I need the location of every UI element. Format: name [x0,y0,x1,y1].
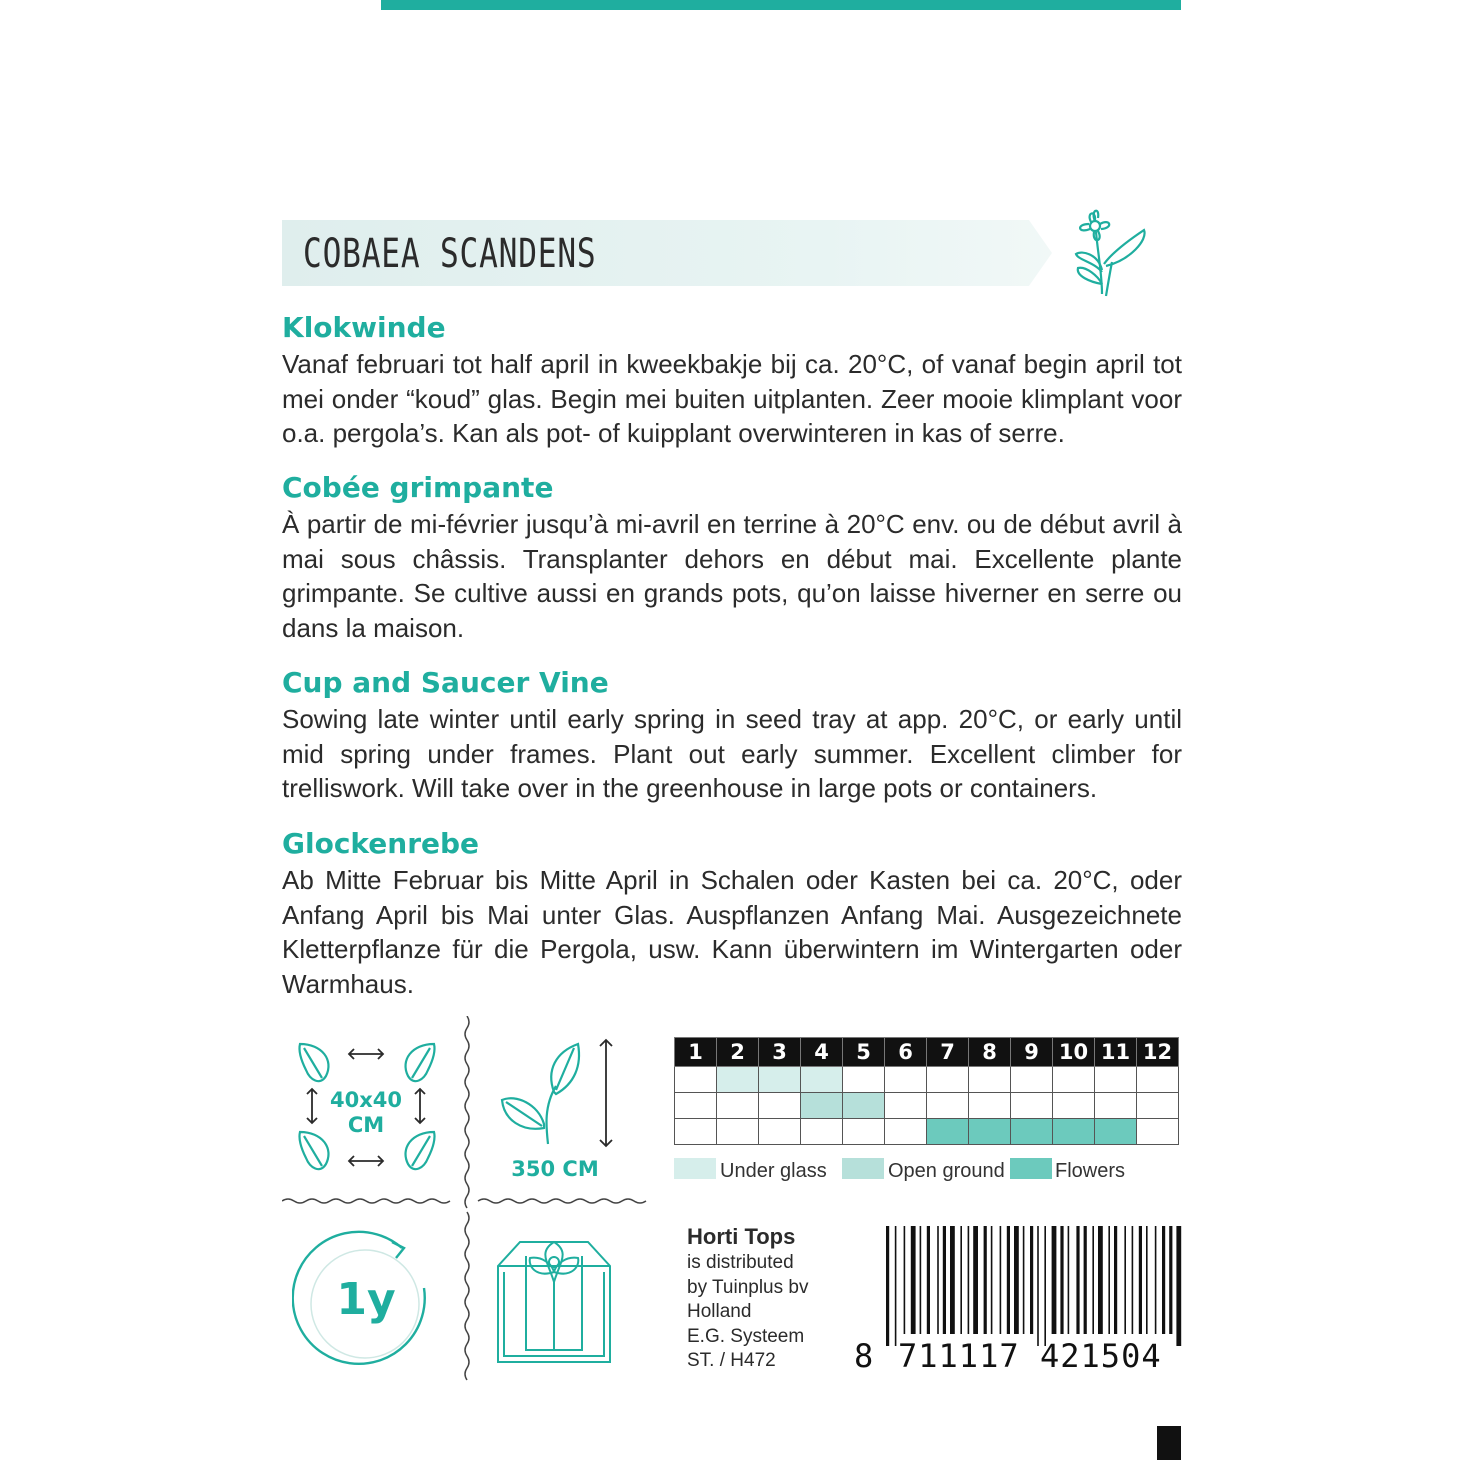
distributor-line: ST. / H472 [687,1350,776,1371]
barcode-bar [1114,1226,1117,1334]
calendar-cell [1053,1093,1095,1119]
calendar-cell [969,1119,1011,1145]
calendar-cell [801,1093,843,1119]
barcode-group-1: 711117 [898,1337,1020,1375]
calendar-month-4: 4 [801,1038,843,1067]
sowing-calendar [674,1037,1179,1145]
legend-flowers: Flowers [1055,1160,1126,1182]
calendar-cell [717,1093,759,1119]
calendar-month-10: 10 [1053,1038,1095,1067]
barcode-group-2: 421504 [1040,1337,1162,1375]
barcode-bar [1000,1226,1002,1334]
calendar-cell [885,1093,927,1119]
calendar-cell [717,1067,759,1093]
calendar-cell [843,1093,885,1119]
spacing-unit: CM [347,1113,385,1137]
distributor-line: E.G. Systeem [687,1325,805,1347]
section-body-de: Ab Mitte Februar bis Mitte April in Schalen oder Kasten bei ca. 20°C, oder Anfang April bis Mai unter Glas. Auspflanzen Anfang Mai. Ausgezeichnete Kletterpflanze für die Pergola, usw. Kann überwintern im Wintergarten oder Warmhaus. [282,865,1182,1000]
calendar-month-3: 3 [759,1038,801,1067]
barcode-bar [1169,1226,1172,1334]
calendar-cell [843,1119,885,1145]
section-body-nl: Vanaf februari tot half april in kweekbakje bij ca. 20°C, of vanaf begin april tot mei onder “koud” glas. Begin mei buiten uitplanten. Zeer mooie klimplant voor o.a. pergola’s. Kan als pot- of kuipplant overwinteren in kas of serre. [282,349,1182,449]
barcode-bar [911,1226,916,1334]
barcode-bar [1176,1226,1181,1346]
barcode-bar [1155,1226,1157,1334]
horizontal-wavy-divider [282,1194,652,1208]
calendar-cell [885,1119,927,1145]
barcode-bar [1084,1226,1087,1334]
barcode-bar [1052,1226,1057,1334]
calendar-row-under-glass [675,1067,1179,1093]
barcode-bar [1139,1226,1142,1334]
print-registration-mark [1157,1426,1181,1460]
calendar-cell [969,1093,1011,1119]
plant-height-icon [494,1036,624,1156]
calendar-cell [759,1093,801,1119]
distributor-line: Holland [687,1301,752,1322]
barcode-bar [1023,1226,1025,1334]
calendar-month-8: 8 [969,1038,1011,1067]
calendar-cell [759,1119,801,1145]
distributor-line: by Tuinplus bv [687,1276,809,1298]
legend-open-ground: Open ground [888,1160,1005,1182]
calendar-cell [675,1119,717,1145]
calendar-cell [969,1067,1011,1093]
section-heading-de: Glockenrebe [282,827,480,860]
barcode-bar [886,1226,889,1346]
barcode-bar [895,1226,897,1346]
calendar-month-11: 11 [1095,1038,1137,1067]
calendar-cell [927,1119,969,1145]
calendar-cell [1095,1067,1137,1093]
calendar-cell [927,1067,969,1093]
lifecycle-label: 1y [336,1274,396,1325]
barcode-bar [1098,1226,1103,1334]
calendar-cell [1095,1119,1137,1145]
barcode-bar [968,1226,970,1334]
barcode-bar [1092,1226,1094,1334]
calendar-month-12: 12 [1137,1038,1179,1067]
barcode-bar [950,1226,955,1334]
barcode-digit-first: 8 [854,1337,874,1375]
calendar-cell [801,1067,843,1093]
greenhouse-icon [490,1222,618,1368]
calendar-month-6: 6 [885,1038,927,1067]
barcode-bar [927,1226,930,1334]
calendar-row-flowers [675,1119,1179,1145]
barcode-bar [1030,1226,1033,1334]
legend-swatch-under-glass [674,1158,716,1179]
barcode-bar [1076,1226,1079,1334]
section-heading-nl: Klokwinde [282,311,446,344]
barcode-bar [1014,1226,1019,1334]
calendar-cell [1011,1119,1053,1145]
barcode-bar [1108,1226,1110,1334]
section-heading-en: Cup and Saucer Vine [282,666,609,699]
barcode-bar [960,1226,962,1334]
calendar-cell [801,1119,843,1145]
calendar-month-7: 7 [927,1038,969,1067]
calendar-cell [1137,1119,1179,1145]
barcode-bar [920,1226,922,1334]
section-heading-fr: Cobée grimpante [282,471,554,504]
calendar-cell [1053,1067,1095,1093]
barcode-bar [904,1226,906,1334]
calendar-cell [1095,1093,1137,1119]
brand-name: Horti Tops [687,1224,796,1249]
height-label: 350 CM [511,1157,599,1181]
calendar-cell [843,1067,885,1093]
legend-swatch-flowers [1010,1158,1052,1179]
calendar-month-5: 5 [843,1038,885,1067]
calendar-cell [1011,1067,1053,1093]
calendar-cell [759,1067,801,1093]
barcode-bar [1124,1226,1126,1334]
calendar-cell [717,1119,759,1145]
calendar-cell [1053,1119,1095,1145]
calendar-cell [927,1093,969,1119]
flower-plant-icon [1068,204,1152,298]
top-accent-bar [381,0,1181,10]
calendar-row-open-ground [675,1093,1179,1119]
calendar-cell [1011,1093,1053,1119]
calendar-cell [1137,1067,1179,1093]
distributor-line: is distributed [687,1252,794,1273]
barcode-bar [937,1226,939,1334]
barcode-bar [1044,1226,1046,1346]
calendar-month-2: 2 [717,1038,759,1067]
calendar-month-1: 1 [675,1038,717,1067]
barcode [884,1226,1182,1346]
barcode-bar [1060,1226,1063,1334]
calendar-month-9: 9 [1011,1038,1053,1067]
section-body-en: Sowing late winter until early spring in seed tray at app. 20°C, or early until mid spring under frames. Plant out early summer. Excellent climber for trelliswork. Will take over in the greenhouse in large pots or containers. [282,704,1182,804]
barcode-bar [943,1226,946,1334]
calendar-cell [675,1067,717,1093]
calendar-cell [675,1093,717,1119]
barcode-bar [1132,1226,1134,1334]
legend-swatch-open-ground [842,1158,884,1179]
section-body-fr: À partir de mi-février jusqu’à mi-avril en terrine à 20°C env. ou de début avril à mai sous châssis. Transplanter dehors en début mai. Excellente plante grimpante. Se cultive aussi en grands pots, qu’on laisse hiverner en serre ou dans la maison. [282,509,1182,644]
barcode-bar [973,1226,978,1334]
barcode-bar [1037,1226,1039,1346]
barcode-bar [991,1226,993,1334]
spacing-value: 40x40 [330,1088,402,1112]
barcode-bar [1146,1226,1148,1334]
barcode-bar [1162,1226,1165,1334]
calendar-months-row [675,1038,1179,1067]
product-title: COBAEA SCANDENS [303,231,597,277]
barcode-bar [1068,1226,1070,1334]
calendar-cell [885,1067,927,1093]
legend-under-glass: Under glass [720,1160,827,1182]
barcode-bar [984,1226,987,1334]
barcode-bar [1007,1226,1010,1334]
calendar-cell [1137,1093,1179,1119]
spacing-label [320,1088,412,1138]
